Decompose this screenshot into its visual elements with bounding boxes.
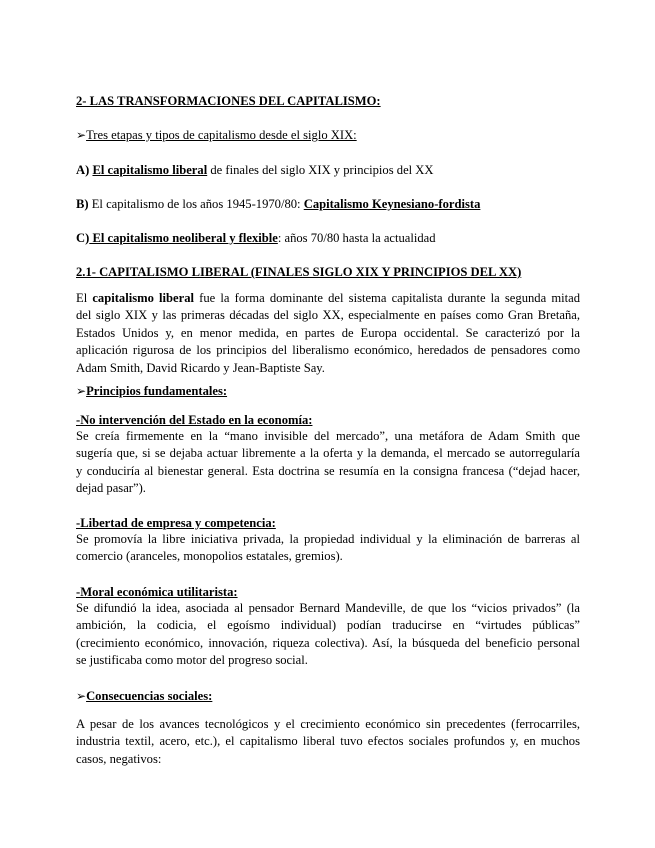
consequences-line: casos, negativos: <box>76 751 162 766</box>
principle-1-body <box>76 428 580 498</box>
intro-line-1: El capitalismo liberal fue la forma dominante del sistema capitalista durante la segunda mitad <box>76 291 580 305</box>
intro-line-5: Adam Smith, David Ricardo y Jean-Baptiste Say. <box>76 360 325 375</box>
principle-3-line: Se difundió la idea, asociada al pensador Bernard Mandeville, de que los “vicios privados” (la <box>76 601 580 615</box>
stages-intro-text: Tres etapas y tipos de capitalismo desde el siglo XIX: <box>86 128 357 142</box>
principle-3-line: se justificaba como motor del progreso social. <box>76 653 308 668</box>
stage-b <box>76 196 580 213</box>
intro-strong: capitalismo liberal <box>92 291 195 305</box>
consequences-line: industria textil, acero, etc.), el capitalismo liberal tuvo efectos sociales profundos y, en muchos <box>76 734 580 749</box>
principle-1-line: dejad pasar”). <box>76 481 146 496</box>
consequences-line: A pesar de los avances tecnológicos y el crecimiento económico sin precedentes (ferrocarriles, <box>76 717 580 731</box>
stage-c-rest: : años 70/80 hasta la actualidad <box>277 231 436 245</box>
arrow-bullet-icon: ➢ <box>76 384 87 398</box>
principle-2-line: comercio (aranceles, monopolios estatales, gremios). <box>76 549 343 564</box>
stage-a-letter: A) <box>76 163 90 177</box>
stage-a <box>76 162 580 179</box>
consequences-heading <box>76 688 580 705</box>
stage-a-strong: El capitalismo liberal <box>92 163 208 177</box>
stage-b-letter: B) <box>76 197 89 211</box>
principle-3-body <box>76 600 580 670</box>
stage-c <box>76 230 580 247</box>
stage-b-strong: Capitalismo Keynesiano-fordista <box>303 197 481 211</box>
principle-2-body <box>76 531 580 566</box>
principle-3-title: -Moral económica utilitarista: <box>76 585 238 599</box>
principle-1-line: y conduciría al bienestar general. Esta doctrina se resumía en la consigna francesa (“dejad hacer, <box>76 463 580 478</box>
arrow-bullet-icon: ➢ <box>76 689 87 703</box>
principle-3-line: (crecimiento económico, innovación, riqueza colectiva). Así, la búsqueda del beneficio personal <box>76 635 580 650</box>
intro-paragraph <box>76 290 580 377</box>
principles-heading-text: Principios fundamentales: <box>86 384 228 398</box>
stage-a-rest: de finales del siglo XIX y principios del XX <box>207 163 434 177</box>
section-title: 2- LAS TRANSFORMACIONES DEL CAPITALISMO: <box>76 94 381 108</box>
principle-1-line: Se creía firmemente en la “mano invisible del mercado”, una metáfora de Adam Smith que <box>76 429 580 443</box>
stage-c-letter: C) <box>76 231 90 245</box>
intro-line-4: aplicación rigurosa de los principios del liberalismo económico, heredados de pensadores como <box>76 343 580 358</box>
principle-1-title: -No intervención del Estado en la economía: <box>76 413 313 427</box>
principle-1-line: sugería que, si se dejaba actuar libremente a la oferta y la demanda, el mercado se autorregularía <box>76 446 580 461</box>
stage-c-strong: El capitalismo neoliberal y flexible <box>89 231 278 245</box>
principle-2-title: -Libertad de empresa y competencia: <box>76 516 276 530</box>
intro-line-3: Estados Unidos y, en menor medida, en partes de Europa occidental. Se caracterizó por la <box>76 325 580 340</box>
principles-heading <box>76 383 580 400</box>
subsection-title: 2.1- CAPITALISMO LIBERAL (FINALES SIGLO XIX Y PRINCIPIOS DEL XX) <box>76 265 522 279</box>
stage-b-pre: El capitalismo de los años 1945-1970/80: <box>88 197 304 211</box>
principle-2-line: Se promovía la libre iniciativa privada, la propiedad individual y la eliminación de barreras al <box>76 532 580 546</box>
intro-line-2: del siglo XIX y las primeras décadas del siglo XX, especialmente en países como Gran Bretaña, <box>76 308 580 323</box>
arrow-bullet-icon: ➢ <box>76 128 87 142</box>
principle-3-line: ambición, la codicia, el egoísmo individual) podían traducirse en “virtudes públicas” <box>76 618 580 633</box>
consequences-heading-text: Consecuencias sociales: <box>86 689 213 703</box>
stages-intro <box>76 127 580 144</box>
consequences-body <box>76 716 580 768</box>
